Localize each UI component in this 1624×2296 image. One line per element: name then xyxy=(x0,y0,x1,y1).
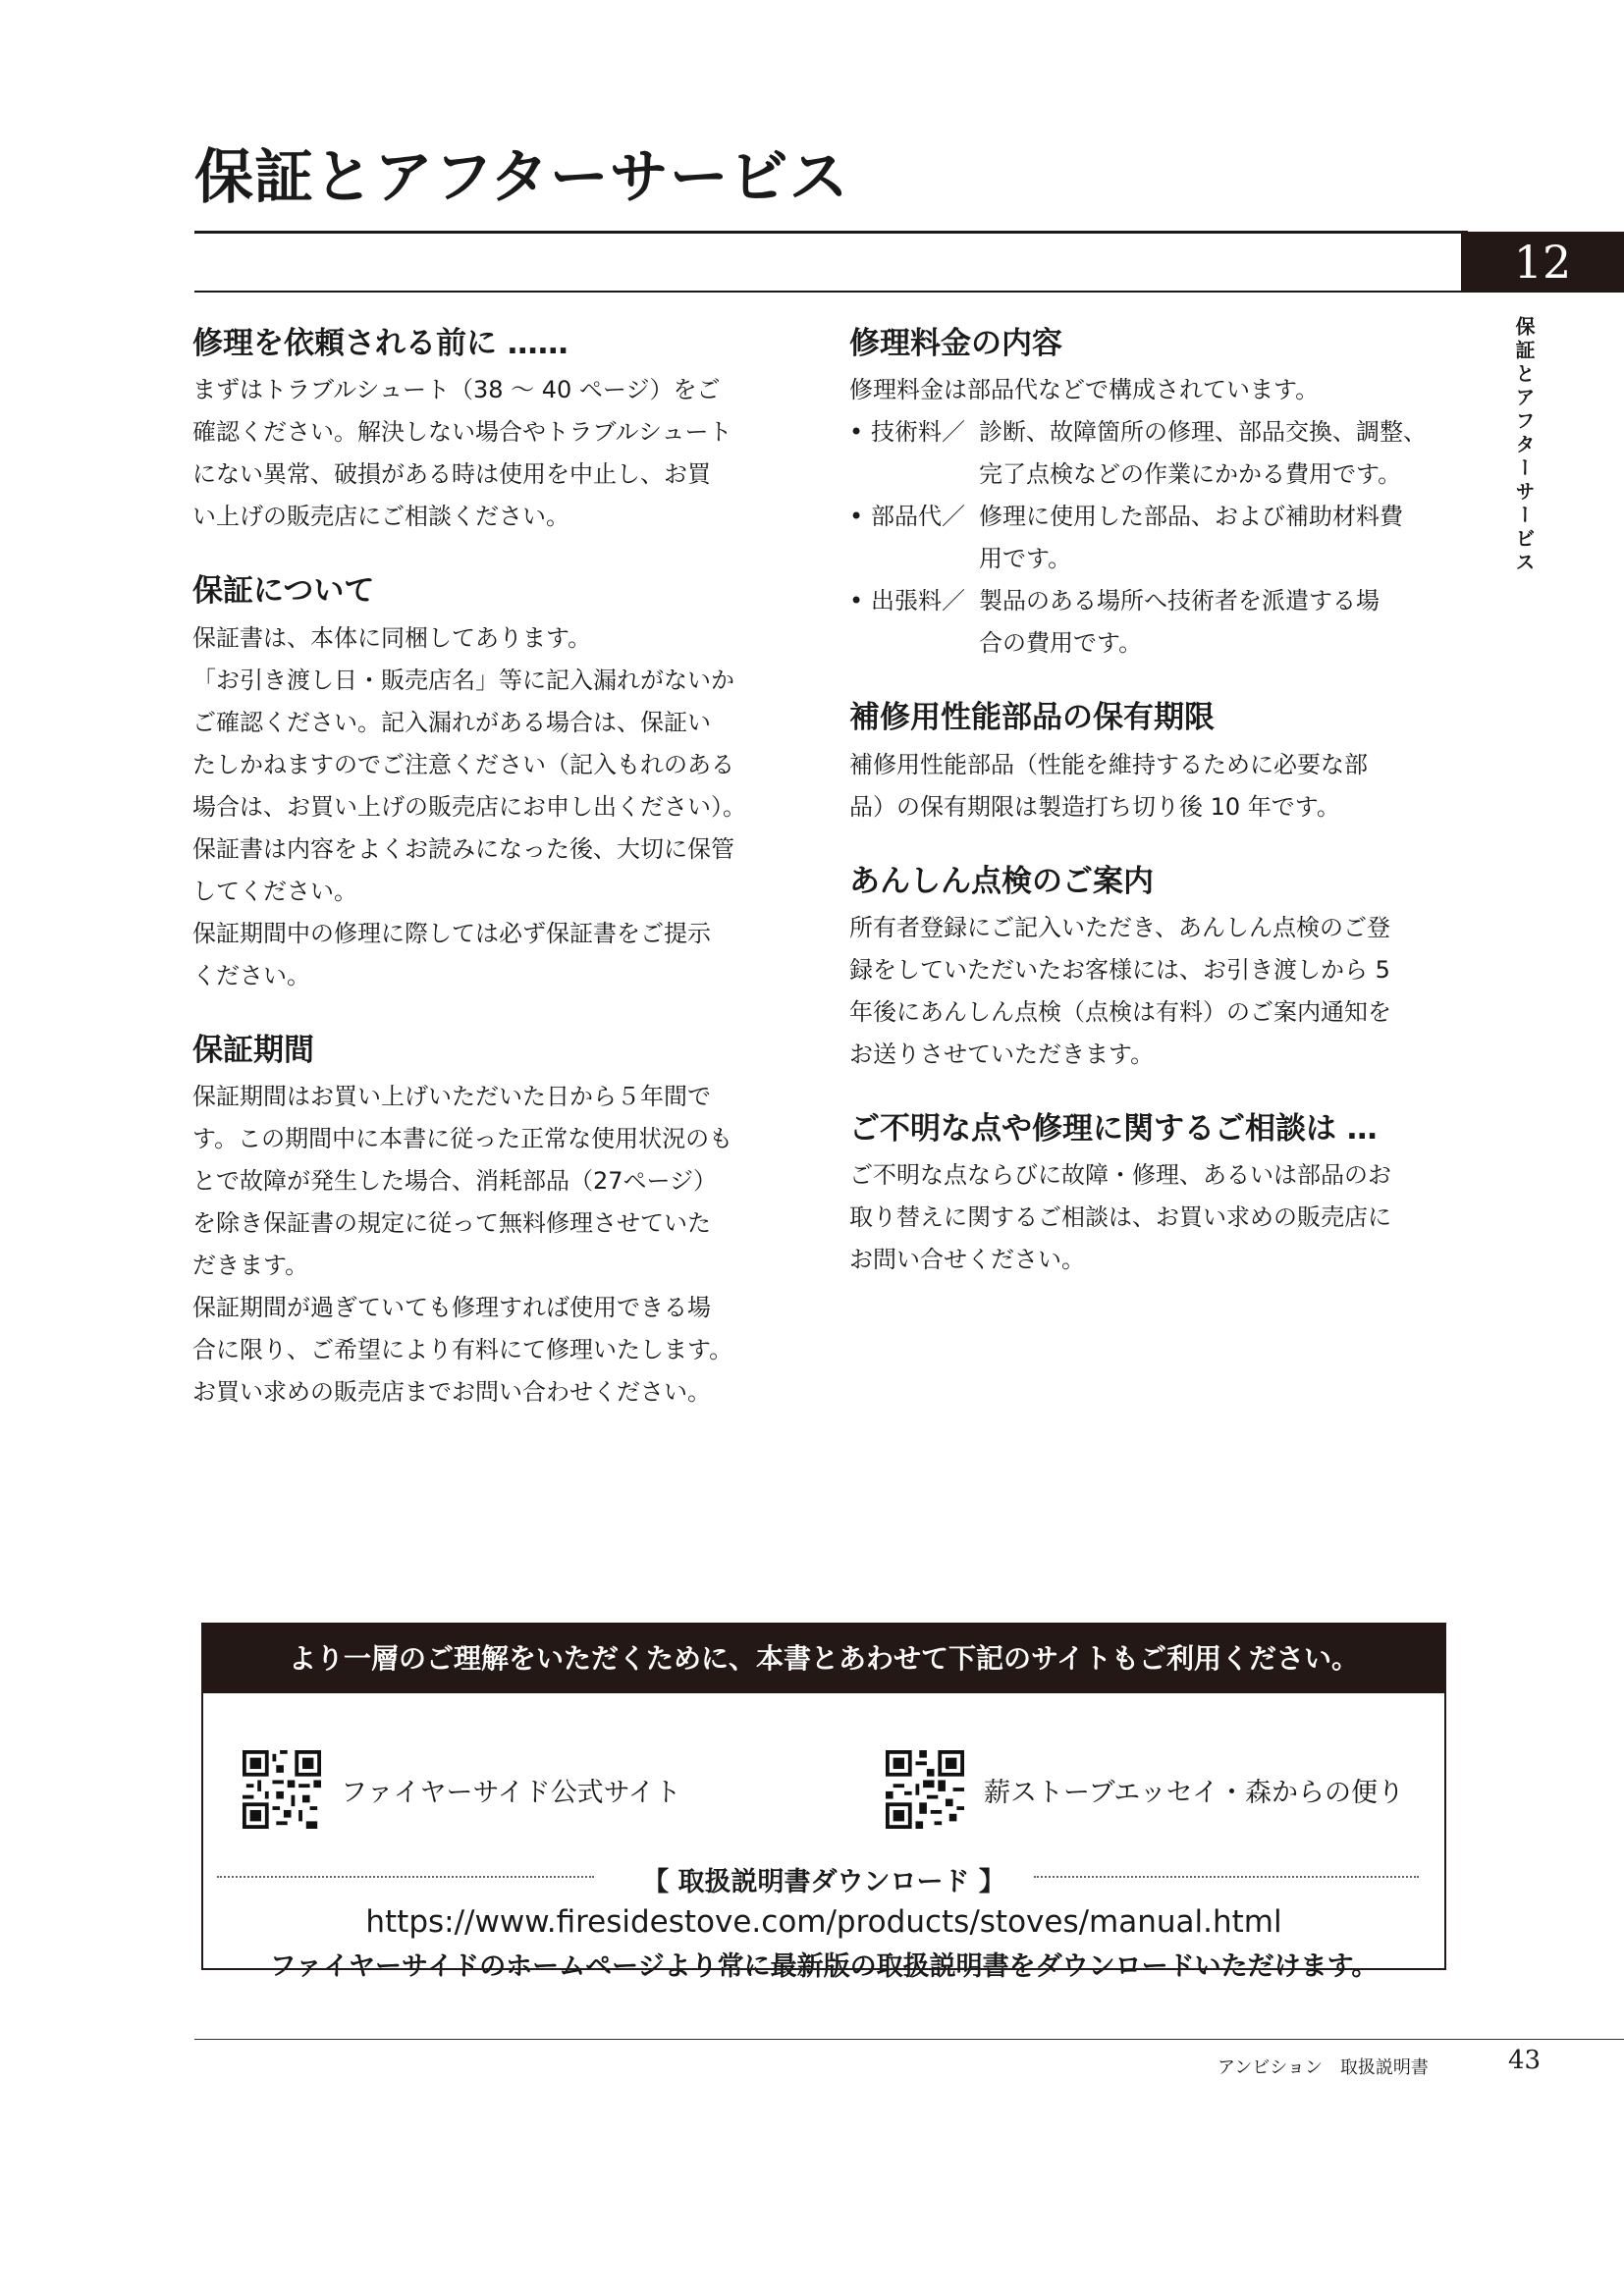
section-body: 保証書は、本体に同梱してあります。 「お引き渡し日・販売店名」等に記入漏れがないか ご確認ください。記入漏れがある場合は、保証い たしかねますのでご注意ください（記入もれのある 場合は、お買い上げの販売店にお申し出ください）。 保証書は内容をよくお読みになった後、大切に保管 してください。 保証期間中の修理に際しては必ず保証書をご提示 ください。 xyxy=(192,623,746,989)
fee-item xyxy=(849,580,1443,665)
footer-document-name: アンビション 取扱説明書 xyxy=(1218,2057,1429,2078)
section-heading: 保証について xyxy=(192,573,375,610)
section-warranty-period xyxy=(192,1031,782,1414)
section-body: 保証期間はお買い上げいただいた日から５年間で す。この期間中に本書に従った正常な使用状況のも とで故障が発生した場合、消耗部品（27ページ） を除き保証書の規定に従って無料修理させていた だきます。 保証期間が過ぎていても修理すれば使用できる場 合に限り、ご希望により有料にて修理いたします。 お買い求めの販売店までお問い合わせください。 xyxy=(192,1082,733,1406)
chapter-number: 12 xyxy=(1461,232,1624,293)
section-inspection xyxy=(849,862,1443,1076)
fee-desc: 製品のある場所へ技術者を派遣する場 合の費用です。 xyxy=(979,587,1380,658)
title-rule xyxy=(194,231,1468,234)
section-before-repair xyxy=(192,324,782,538)
bullet-icon: • xyxy=(849,418,864,447)
section-body: 補修用性能部品（性能を維持するために必要な部 品）の保有期限は製造打ち切り後 10 年です。 xyxy=(849,750,1368,821)
fee-term: 技術料／ xyxy=(871,418,965,447)
section-consultation xyxy=(849,1109,1443,1281)
fee-desc: 診断、故障箇所の修理、部品交換、調整、 完了点検などの作業にかかる費用です。 xyxy=(979,418,1427,489)
qr-essay-site[interactable] xyxy=(886,1750,1404,1829)
footer-rule xyxy=(194,2039,1624,2040)
qr-code-icon[interactable] xyxy=(243,1750,321,1829)
section-heading: 保証期間 xyxy=(192,1032,314,1068)
section-body: ご不明な点ならびに故障・修理、あるいは部品のお 取り替えに関するご相談は、お買い求めの販売店に お問い合せください。 xyxy=(849,1161,1391,1274)
section-heading: 補修用性能部品の保有期限 xyxy=(849,700,1215,736)
side-chapter-label: 保証とアフターサービス xyxy=(1512,316,1536,575)
section-parts-period xyxy=(849,698,1443,828)
bullet-icon: • xyxy=(849,587,864,615)
fee-item xyxy=(849,411,1443,496)
download-note: ファイヤーサイドのホームページより常に最新版の取扱説明書をダウンロードいただけます。 xyxy=(269,1951,1379,1982)
fee-desc: 修理に使用した部品、および補助材料費 用です。 xyxy=(979,503,1403,573)
qr-code-icon[interactable] xyxy=(886,1750,964,1829)
manual-download-link[interactable]: https://www.firesidestove.com/products/stoves/manual.html xyxy=(365,1904,1282,1940)
qr-label: 薪ストーブエッセイ・森からの便り xyxy=(984,1777,1404,1808)
section-body: 所有者登録にご記入いただき、あんしん点検のご登 録をしていただいたお客様には、お引き渡しから 5 年後にあんしん点検（点検は有料）のご案内通知を お送りさせていただきます。 xyxy=(849,913,1391,1068)
fee-term: 部品代／ xyxy=(871,503,965,531)
fee-term: 出張料／ xyxy=(871,587,965,615)
dotted-divider xyxy=(1034,1876,1419,1878)
section-repair-fees xyxy=(849,324,1443,665)
bullet-icon: • xyxy=(849,503,864,531)
right-column xyxy=(849,324,1443,1314)
download-heading: 【 取扱説明書ダウンロード 】 xyxy=(642,1867,1005,1897)
fee-item xyxy=(849,496,1443,580)
section-heading: 修理料金の内容 xyxy=(849,326,1062,361)
section-body: 修理料金は部品代などで構成されています。 xyxy=(849,376,1320,404)
resources-box xyxy=(201,1623,1446,1982)
resources-header: より一層のご理解をいただくために、本書とあわせて下記のサイトもご利用ください。 xyxy=(203,1625,1444,1693)
page-number: 43 xyxy=(1508,2046,1542,2075)
section-body: まずはトラブルシュート（38 ～ 40 ページ）をご 確認ください。解決しない場合やトラブルシュート にない異常、破損がある時は使用を中止し、お買 い上げの販売店にご相談ください。 xyxy=(192,376,732,531)
section-heading: ご不明な点や修理に関するご相談は … xyxy=(849,1110,1378,1147)
left-column xyxy=(192,324,782,1447)
section-heading: 修理を依頼される前に …… xyxy=(192,326,568,361)
chapter-rule xyxy=(194,291,1624,293)
section-warranty xyxy=(192,571,782,996)
qr-label: ファイヤーサイド公式サイト xyxy=(341,1777,681,1808)
page-title: 保証とアフターサービス xyxy=(194,143,849,212)
qr-official-site[interactable] xyxy=(243,1750,681,1829)
section-heading: あんしん点検のご案内 xyxy=(849,863,1154,899)
